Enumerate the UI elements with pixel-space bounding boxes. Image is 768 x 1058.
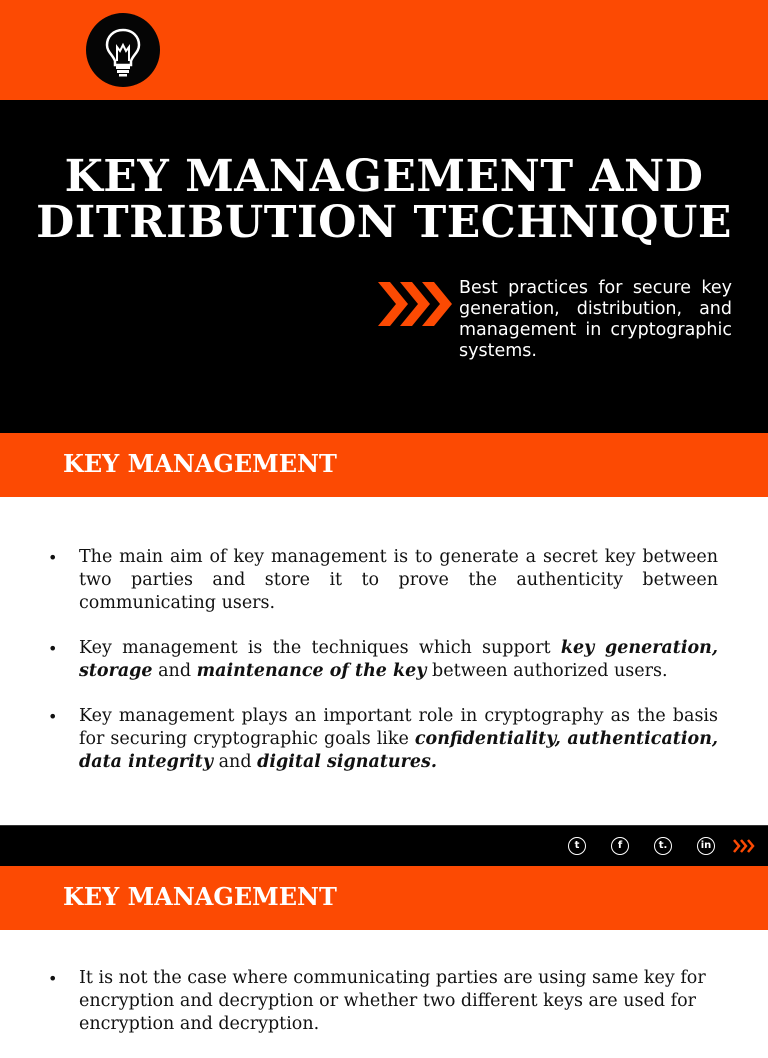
- facebook-icon[interactable]: f: [611, 837, 629, 855]
- bullet-text: and: [213, 752, 258, 772]
- emphasis-text: key generation, storage: [79, 638, 718, 681]
- bullet-text: The main aim of key management is to generate a secret key between two parties and store it to prove the authenticity between communicating users.: [79, 547, 718, 613]
- list-item: [0, 705, 768, 774]
- section-header-1: [0, 433, 768, 497]
- page-title: [0, 151, 768, 248]
- list-item: [0, 546, 768, 615]
- section-heading: KEY MANAGEMENT: [63, 882, 337, 911]
- bullet-text: Key management plays an important role in cryptography as the basis for securing cryptographic goals like: [79, 706, 718, 749]
- tagline: Best practices for secure key generation, distribution, and management in cryptographic systems.: [459, 278, 732, 361]
- social-footer-bar: [0, 825, 768, 867]
- emphasis-text: confidentiality, authentication, data integrity: [79, 729, 719, 772]
- bullet-text: between authorized users.: [426, 661, 668, 681]
- top-bar: [0, 0, 768, 100]
- hero-banner: [0, 100, 768, 433]
- chevron-right-icon[interactable]: [733, 838, 757, 854]
- emphasis-text: maintenance of the key: [196, 661, 427, 681]
- bullet-text: Key management is the techniques which support: [79, 638, 561, 658]
- section-header-2: [0, 866, 768, 930]
- emphasis-text: digital signatures.: [257, 752, 437, 772]
- title-line-1: KEY MANAGEMENT AND: [64, 151, 704, 202]
- lightbulb-logo-icon: [86, 13, 160, 87]
- list-item: [0, 967, 768, 1036]
- bullet-list-1: [0, 546, 768, 796]
- bullet-text: and: [152, 661, 197, 681]
- section-heading: KEY MANAGEMENT: [63, 449, 337, 478]
- list-item: [0, 637, 768, 683]
- title-line-2: DITRIBUTION TECHNIQUE: [36, 197, 732, 248]
- bullet-text: It is not the case where communicating parties are using same key for encryption and decryption or whether two different keys are used for encryption and decryption.: [79, 968, 706, 1034]
- chevrons-icon: [378, 280, 454, 328]
- tumblr-icon[interactable]: t.: [654, 837, 672, 855]
- linkedin-icon[interactable]: in: [697, 837, 715, 855]
- bullet-list-2: [0, 967, 768, 1058]
- twitter-icon[interactable]: t: [568, 837, 586, 855]
